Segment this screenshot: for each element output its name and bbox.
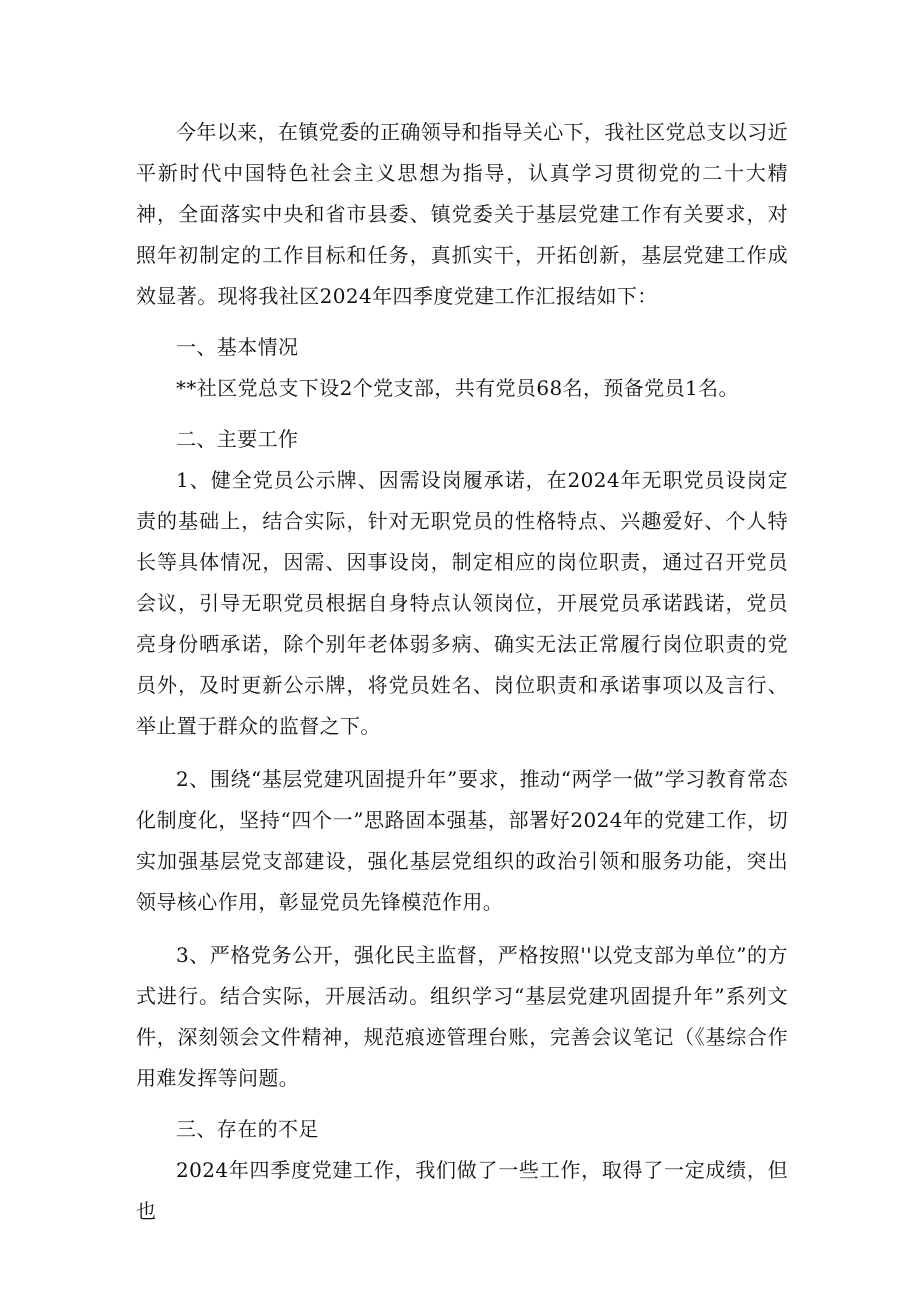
main-work-item-3: 3、严格党务公开，强化民主监督，严格按照''以党支部为单位”的方式进行。结合实际，开展活动。组织学习“基层党建巩固提升年”系列文件，深刻领会文件精神，规范痕迹管理台账，完善会议笔记（《基综合作用难发挥等问题。 — [136, 943, 788, 1090]
section-heading-shortcomings: 三、存在的不足 — [176, 1117, 319, 1141]
section-heading-main-work: 二、主要工作 — [176, 427, 299, 451]
intro-paragraph: 今年以来，在镇党委的正确领导和指导关心下，我社区党总支以习近平新时代中国特色社会主义思想为指导，认真学习贯彻党的二十大精神，全面落实中央和省市县委、镇党委关于基层党建工作有关要求，对照年初制定的工作目标和任务，真抓实干，开拓创新，基层党建工作成效显著。现将我社区2024年四季度党建工作汇报结如下： — [136, 120, 788, 308]
spacer — [136, 409, 788, 419]
document-body — [136, 112, 788, 1232]
main-work-item-2: 2、围绕“基层党建巩固提升年”要求，推动“两学一做”学习教育常态化制度化，坚持“四个一”思路固本强基，部署好2024年的党建工作，切实加强基层党支部建设，强化基层党组织的政治引领和服务功能，突出领导核心作用，彰显党员先锋模范作用。 — [136, 767, 788, 914]
main-work-item-1: 1、健全党员公示牌、因需设岗履承诺，在2024年无职党员设岗定责的基础上，结合实际，针对无职党员的性格特点、兴趣爱好、个人特长等具体情况，因需、因事设岗，制定相应的岗位职责，通过召开党员会议，引导无职党员根据自身特点认领岗位，开展党员承诺践诺，党员亮身份晒承诺，除个别年老体弱多病、确实无法正常履行岗位职责的党员外，及时更新公示牌，将党员姓名、岗位职责和承诺事项以及言行、举止置于群众的监督之下。 — [136, 468, 788, 738]
spacer — [136, 1099, 788, 1109]
section-heading-basic: 一、基本情况 — [176, 335, 299, 359]
spacer — [136, 317, 788, 327]
spacer — [136, 923, 788, 935]
shortcomings-paragraph: 2024年四季度党建工作，我们做了一些工作，取得了一定成绩，但也 — [136, 1158, 788, 1223]
basic-info-paragraph: **社区党总支下设2个党支部，共有党员68名，预备党员1名。 — [176, 376, 739, 400]
spacer — [136, 747, 788, 759]
